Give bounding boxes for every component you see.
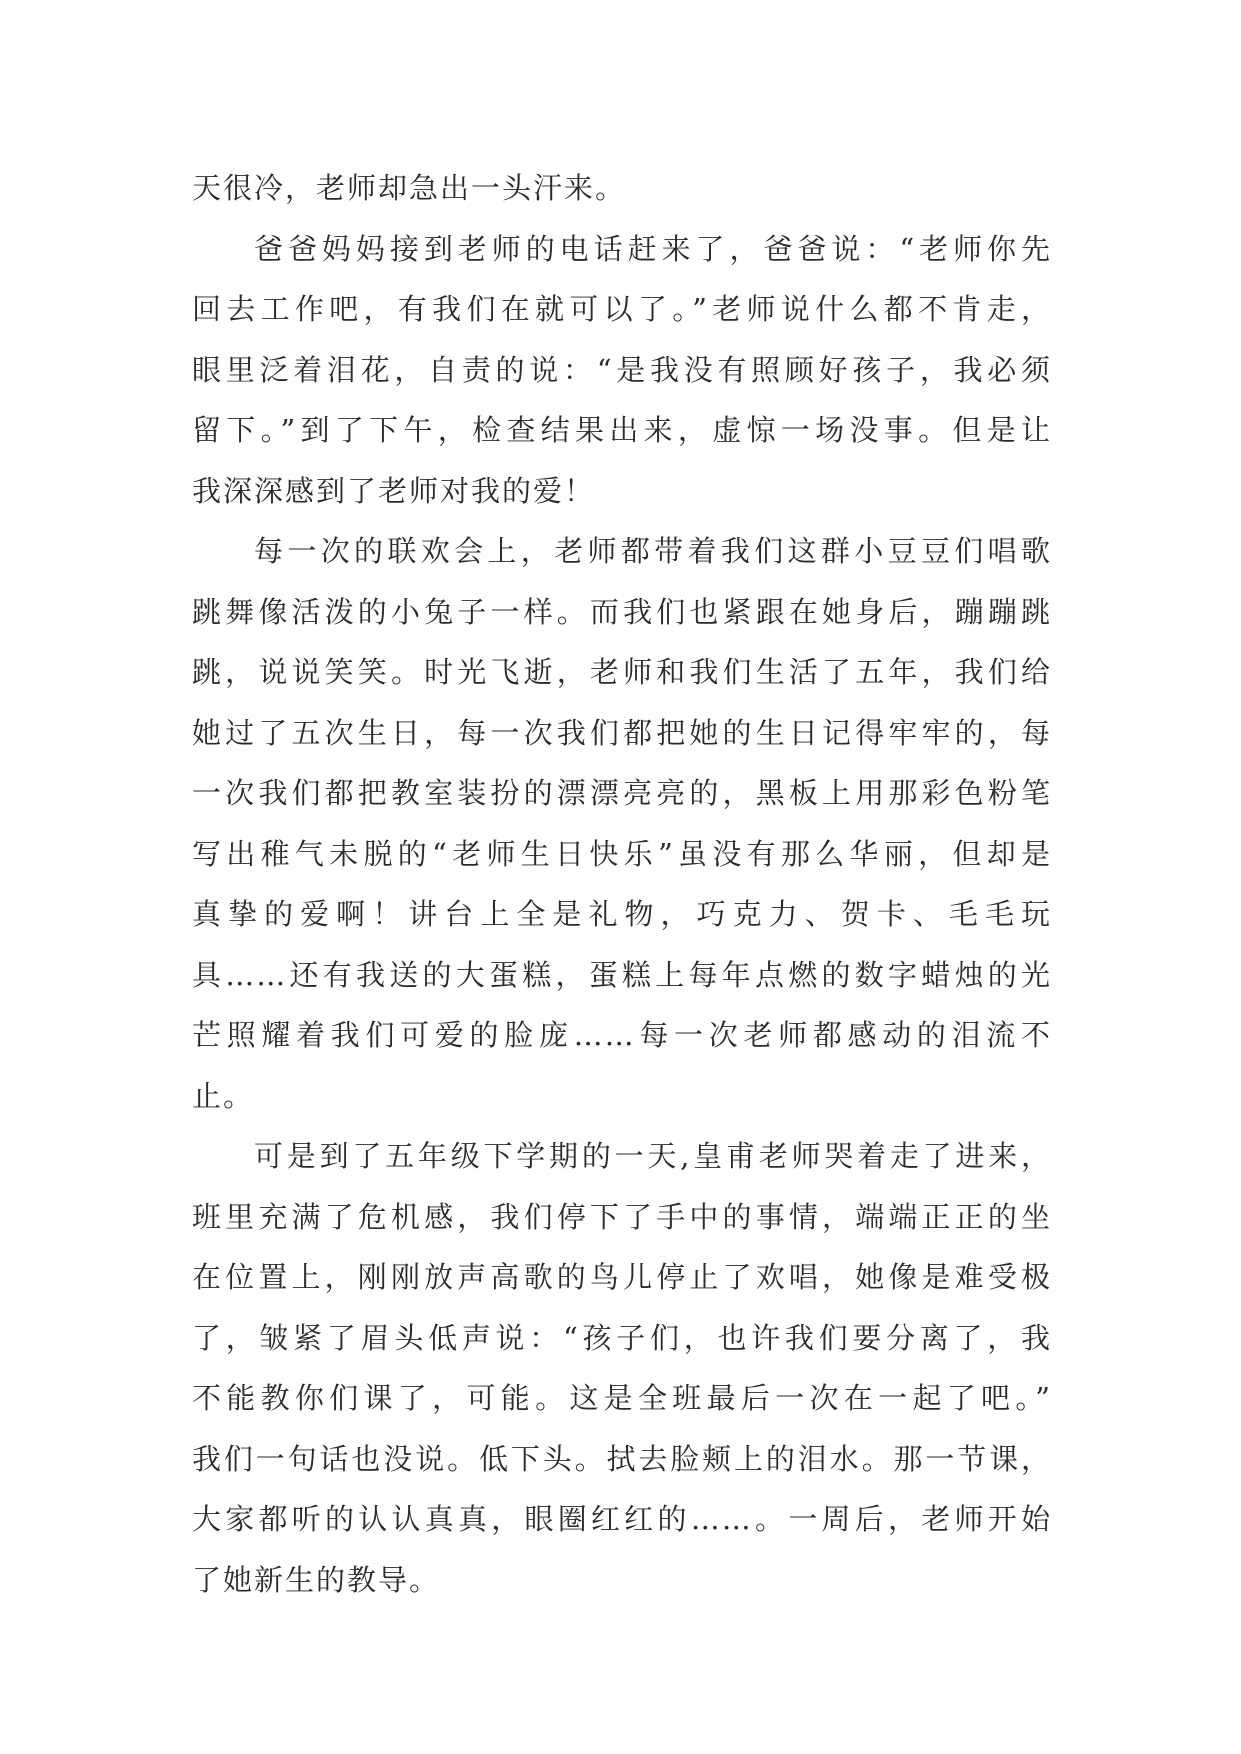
paragraph-line: 跳舞像活泼的小兔子一样。而我们也紧跟在她身后，蹦蹦跳 (192, 594, 1052, 629)
paragraph-line: 每一次的联欢会上，老师都带着我们这群小豆豆们唱歌 (254, 534, 1052, 568)
paragraph-line: 大家都听的认认真真，眼圈红红的……。一周后，老师开始 (192, 1502, 1052, 1536)
paragraph-line: 爸爸妈妈接到老师的电话赶来了，爸爸说：“老师你先 (254, 231, 1052, 266)
paragraph-line: 具……还有我送的大蛋糕，蛋糕上每年点燃的数字蜡烛的光 (192, 957, 1052, 992)
paragraph-line: 天很冷，老师却急出一头汗来。 (192, 171, 627, 205)
paragraph-line: 了，皱紧了眉头低声说：“孩子们，也许我们要分离了，我 (192, 1320, 1052, 1355)
paragraph-line: 班里充满了危机感，我们停下了手中的事情，端端正正的坐 (192, 1199, 1052, 1234)
paragraph-line: 回去工作吧，有我们在就可以了。”老师说什么都不肯走， (192, 292, 1052, 326)
paragraph-line: 在位置上，刚刚放声高歌的鸟儿停止了欢唱，她像是难受极 (192, 1260, 1052, 1294)
paragraph-line: 写出稚气未脱的“老师生日快乐”虽没有那么华丽，但却是 (192, 836, 1052, 871)
paragraph-line: 我深深感到了老师对我的爱！ (192, 473, 596, 508)
paragraph-line: 跳，说说笑笑。时光飞逝，老师和我们生活了五年，我们给 (192, 655, 1052, 689)
paragraph-line: 一次我们都把教室装扮的漂漂亮亮的，黑板上用那彩色粉笔 (192, 776, 1052, 810)
paragraph-line: 真挚的爱啊！讲台上全是礼物，巧克力、贺卡、毛毛玩 (192, 897, 1052, 931)
paragraph-line: 止。 (192, 1078, 255, 1113)
document-body (192, 158, 1052, 1610)
paragraph-line: 她过了五次生日，每一次我们都把她的生日记得牢牢的，每 (192, 715, 1052, 750)
paragraph-line: 了她新生的教导。 (192, 1562, 441, 1597)
paragraph-line: 不能教你们课了，可能。这是全班最后一次在一起了吧。” (192, 1381, 1052, 1415)
paragraph-line: 留下。”到了下午，检查结果出来，虚惊一场没事。但是让 (192, 413, 1052, 447)
paragraph-line: 芒照耀着我们可爱的脸庞……每一次老师都感动的泪流不 (192, 1018, 1052, 1052)
paragraph-line: 我们一句话也没说。低下头。拭去脸颊上的泪水。那一节课， (192, 1441, 1052, 1476)
paragraph-line: 可是到了五年级下学期的一天,皇甫老师哭着走了进来， (254, 1139, 1052, 1173)
paragraph-line: 眼里泛着泪花，自责的说：“是我没有照顾好孩子，我必须 (192, 352, 1052, 387)
